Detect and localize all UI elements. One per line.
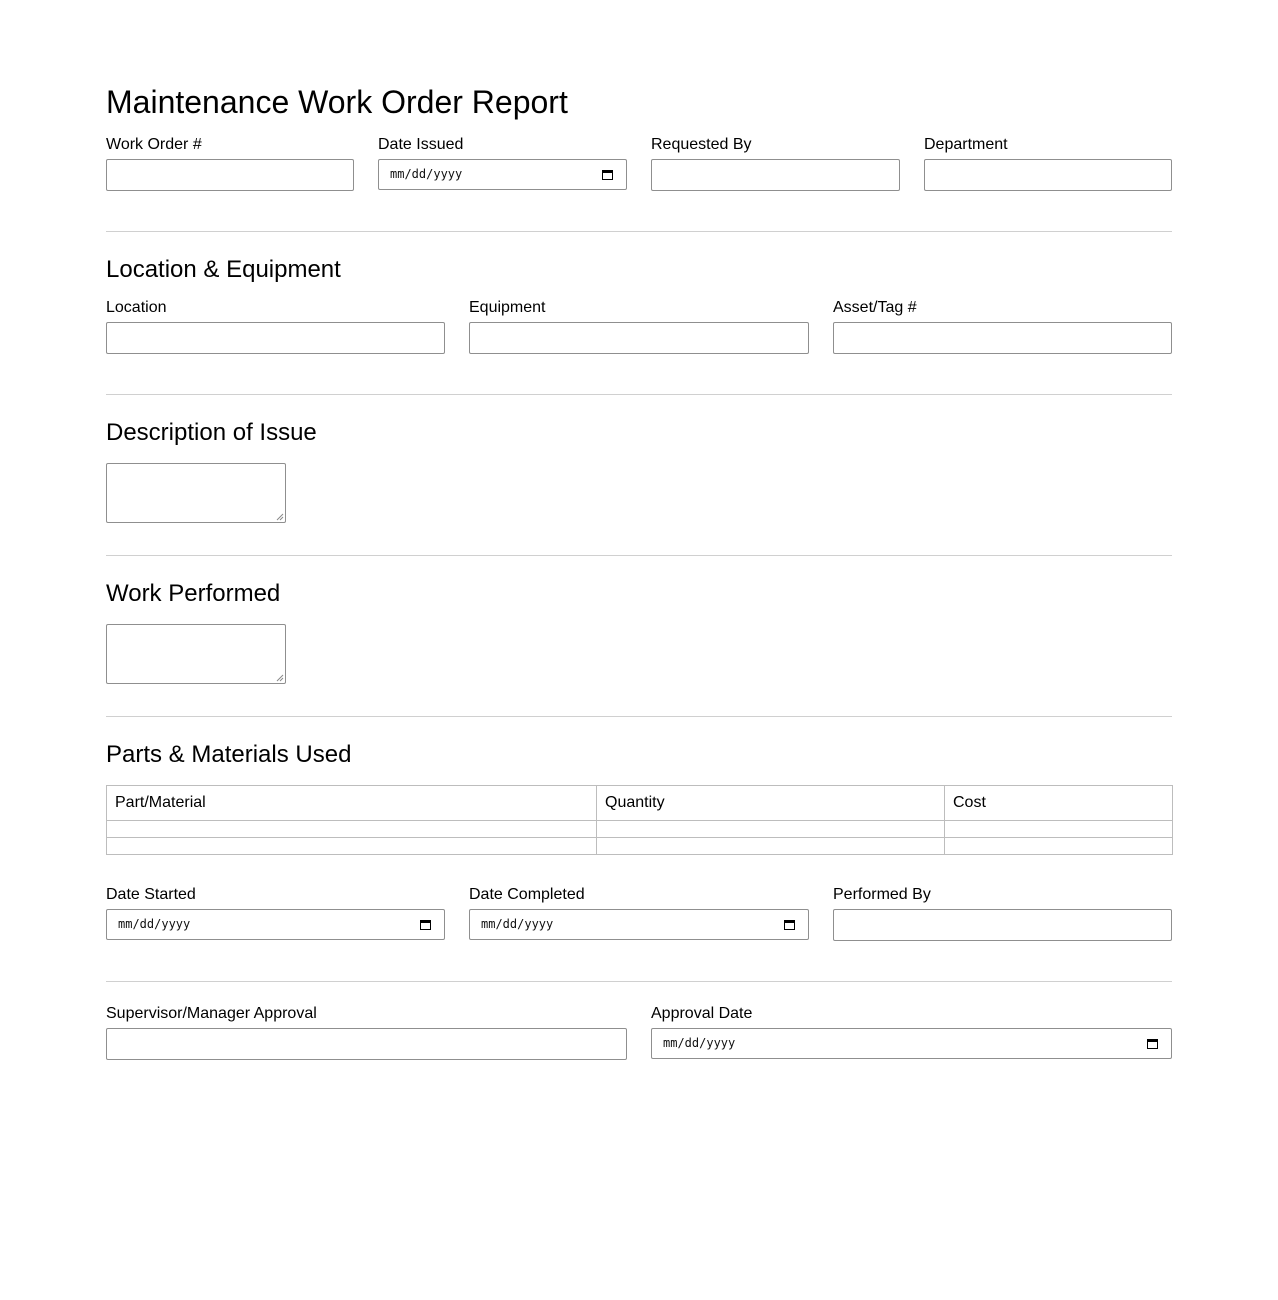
- supervisor-approval-field: [106, 1004, 627, 1024]
- asset-tag-label: Asset/Tag #: [833, 299, 917, 316]
- department-label: Department: [924, 136, 1008, 153]
- date-completed-label: Date Completed: [469, 886, 585, 903]
- table-cell[interactable]: [945, 821, 1173, 838]
- approval-date-input[interactable]: [651, 1028, 1172, 1059]
- supervisor-approval-label: Supervisor/Manager Approval: [106, 1005, 317, 1022]
- table-header-row: [107, 786, 1173, 821]
- approval-date-field: [651, 1004, 1172, 1050]
- asset-tag-input[interactable]: [833, 322, 1172, 354]
- date-issued-label: Date Issued: [378, 136, 464, 153]
- asset-tag-field: [833, 298, 1172, 318]
- date-issued-input[interactable]: [378, 159, 627, 190]
- resize-handle-icon[interactable]: [276, 674, 284, 682]
- page-title: Maintenance Work Order Report: [106, 84, 568, 120]
- table-cell[interactable]: [107, 821, 597, 838]
- approval-date-label: Approval Date: [651, 1005, 753, 1022]
- equipment-input[interactable]: [469, 322, 809, 354]
- divider: [106, 716, 1172, 717]
- location-input[interactable]: [106, 322, 445, 354]
- table-cell[interactable]: [107, 838, 597, 855]
- calendar-icon[interactable]: [420, 919, 431, 930]
- work-performed-textarea[interactable]: [106, 624, 286, 684]
- description-textarea[interactable]: [106, 463, 286, 523]
- resize-handle-icon[interactable]: [276, 513, 284, 521]
- divider: [106, 555, 1172, 556]
- calendar-icon[interactable]: [1147, 1038, 1158, 1049]
- table-row: [107, 821, 1173, 838]
- location-equipment-heading: Location & Equipment: [106, 256, 341, 283]
- requested-by-label: Requested By: [651, 136, 752, 153]
- column-header-cost: Cost: [945, 786, 1173, 821]
- date-completed-input[interactable]: [469, 909, 809, 940]
- equipment-field: [469, 298, 809, 318]
- date-started-field: [106, 885, 445, 931]
- performed-by-label: Performed By: [833, 886, 931, 903]
- parts-heading: Parts & Materials Used: [106, 741, 352, 768]
- work-order-input[interactable]: [106, 159, 354, 191]
- location-label: Location: [106, 299, 167, 316]
- column-header-quantity: Quantity: [597, 786, 945, 821]
- location-field: [106, 298, 445, 318]
- table-row: [107, 838, 1173, 855]
- date-issued-field: [378, 135, 627, 181]
- requested-by-input[interactable]: [651, 159, 900, 191]
- performed-by-input[interactable]: [833, 909, 1172, 941]
- divider: [106, 981, 1172, 982]
- approval-date-placeholder: mm/dd/yyyy: [663, 1036, 736, 1050]
- date-started-placeholder: mm/dd/yyyy: [118, 917, 191, 931]
- performed-by-field: [833, 885, 1172, 905]
- parts-table: [106, 785, 1173, 855]
- description-heading: Description of Issue: [106, 419, 317, 446]
- date-completed-placeholder: mm/dd/yyyy: [481, 917, 554, 931]
- date-completed-field: [469, 885, 809, 931]
- department-field: [924, 135, 1172, 155]
- table-cell[interactable]: [597, 838, 945, 855]
- calendar-icon[interactable]: [784, 919, 795, 930]
- column-header-part: Part/Material: [107, 786, 597, 821]
- work-performed-heading: Work Performed: [106, 580, 281, 607]
- work-order-field: [106, 135, 354, 155]
- date-started-label: Date Started: [106, 886, 196, 903]
- equipment-label: Equipment: [469, 299, 546, 316]
- table-cell[interactable]: [945, 838, 1173, 855]
- work-order-label: Work Order #: [106, 136, 202, 153]
- table-cell[interactable]: [597, 821, 945, 838]
- requested-by-field: [651, 135, 900, 155]
- date-issued-placeholder: mm/dd/yyyy: [390, 167, 463, 181]
- divider: [106, 394, 1172, 395]
- calendar-icon[interactable]: [602, 169, 613, 180]
- department-input[interactable]: [924, 159, 1172, 191]
- divider: [106, 231, 1172, 232]
- supervisor-approval-input[interactable]: [106, 1028, 627, 1060]
- date-started-input[interactable]: [106, 909, 445, 940]
